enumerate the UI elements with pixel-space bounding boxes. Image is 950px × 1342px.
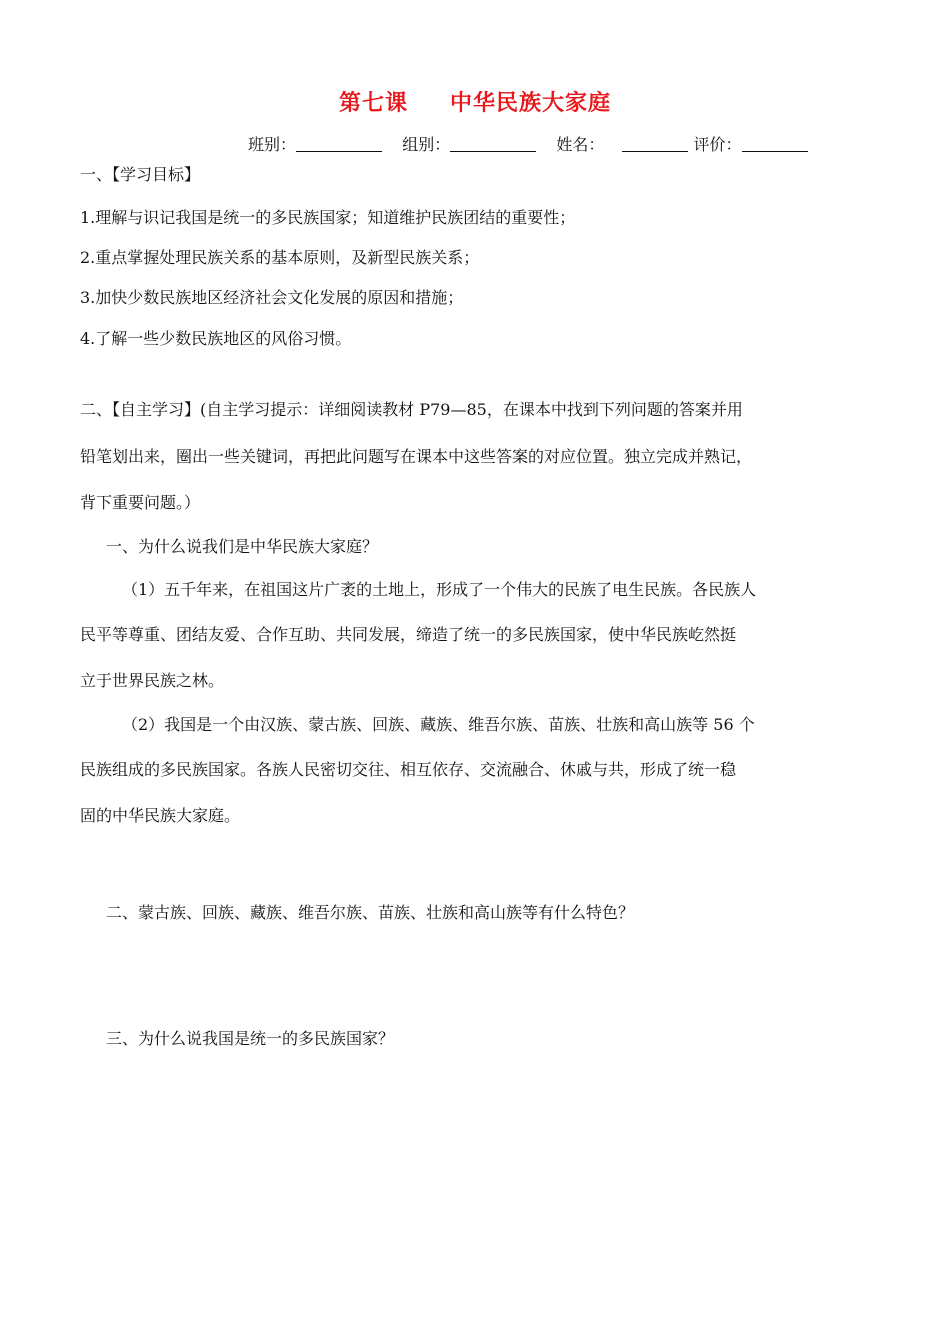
answer-2-line: 固的中华民族大家庭。 [80, 806, 241, 825]
question-1: 一、为什么说我们是中华民族大家庭？ [106, 537, 379, 556]
eval-label: 评价： [693, 135, 742, 154]
objective-item: 4.了解一些少数民族地区的风俗习惯。 [80, 329, 352, 348]
section1-heading: 一、【学习目标】 [80, 165, 201, 184]
group-label: 组别： [402, 135, 451, 154]
answer-1-line: 立于世界民族之林。 [80, 671, 225, 690]
section2-intro-line: 背下重要问题。） [80, 493, 201, 512]
answer-1-line: （1）五千年来，在祖国这片广袤的土地上，形成了一个伟大的民族了电生民族。各民族人 [122, 580, 757, 599]
objective-item: 2.重点掌握处理民族关系的基本原则，及新型民族关系； [80, 248, 480, 267]
name-blank[interactable] [622, 135, 688, 152]
answer-2-line: 民族组成的多民族国家。各族人民密切交往、相互依存、交流融合、休戚与共，形成了统一稳 [80, 760, 737, 779]
name-label: 姓名： [556, 135, 605, 154]
question-2: 二、蒙古族、回族、藏族、维吾尔族、苗族、壮族和高山族等有什么特色？ [106, 903, 635, 922]
objective-item: 3.加快少数民族地区经济社会文化发展的原因和措施； [80, 288, 464, 307]
group-blank[interactable] [450, 135, 536, 152]
section2-intro-line: 二、【自主学习】(自主学习提示：详细阅读教材 P79—85，在课本中找到下列问题的答案并用 [80, 400, 743, 419]
student-info-row [248, 132, 808, 155]
question-3: 三、为什么说我国是统一的多民族国家？ [106, 1029, 395, 1048]
answer-1-line: 民平等尊重、团结友爱、合作互助、共同发展，缔造了统一的多民族国家，使中华民族屹然挺 [80, 625, 737, 644]
eval-blank[interactable] [742, 135, 808, 152]
title-topic: 中华民族大家庭 [450, 91, 612, 116]
title-lesson: 第七课 [338, 91, 408, 116]
class-label: 班别： [248, 135, 297, 154]
answer-2-line: （2）我国是一个由汉族、蒙古族、回族、藏族、维吾尔族、苗族、壮族和高山族等 56 个 [122, 715, 755, 734]
class-blank[interactable] [296, 135, 382, 152]
objective-item: 1.理解与识记我国是统一的多民族国家；知道维护民族团结的重要性； [80, 208, 576, 227]
section2-intro-line: 铅笔划出来，圈出一些关键词，再把此问题写在课本中这些答案的对应位置。独立完成并熟记， [80, 447, 753, 466]
page-title [0, 86, 950, 117]
